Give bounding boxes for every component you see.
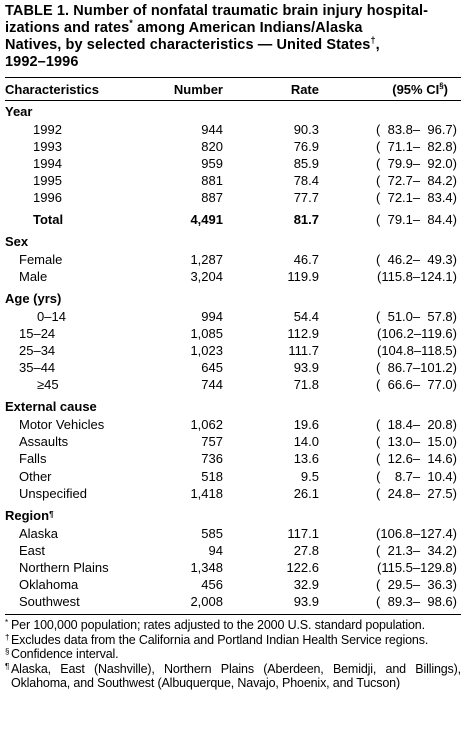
table-row: 1993 820 76.9 ( 71.1– 82.8) — [33, 139, 457, 155]
table-row: Other 518 9.5 ( 8.7– 10.4) — [19, 468, 457, 484]
footnote: § Confidence interval. — [5, 647, 119, 662]
section-region: Region ¶ — [5, 507, 54, 523]
footnote: † Excludes data from the California and Portland Indian Health Service regions. — [5, 632, 429, 647]
title-line-1: TABLE 1. Number of nonfatal traumatic brain injury hospital- — [5, 3, 429, 19]
section-sex: Sex — [5, 233, 29, 249]
bottom-rule — [5, 614, 461, 615]
table-row: Male 3,204 119.9 (115.8–124.1) — [19, 268, 457, 284]
table-row: Female 1,287 46.7 ( 46.2– 49.3) — [19, 251, 457, 267]
table-row: Falls 736 13.6 ( 12.6– 14.6) — [19, 451, 457, 467]
table-row: 1996 887 77.7 ( 72.1– 83.4) — [33, 190, 457, 206]
table-row: East 94 27.8 ( 21.3– 34.2) — [19, 542, 457, 558]
title-footnote-mark-2: † — [370, 35, 376, 46]
table-row: 1995 881 78.4 ( 72.7– 84.2) — [33, 173, 457, 189]
section-age: Age (yrs) — [5, 290, 62, 306]
header-characteristics: Characteristics — [5, 81, 99, 97]
section-year: Year — [5, 104, 33, 119]
header-number: Number — [173, 81, 223, 97]
table-header — [5, 78, 461, 100]
header-rate: Rate — [290, 81, 319, 97]
table-title — [5, 3, 461, 71]
title-line-4: 1992–1996 — [5, 54, 79, 70]
table-row: Oklahoma 456 32.9 ( 29.5– 36.3) — [19, 577, 457, 593]
title-line-2: izations and rates* among American Indians/Alaska — [5, 18, 363, 36]
table-row-total: Total 4,491 81.7 ( 79.1– 84.4) — [33, 211, 457, 227]
footnote: ¶ Alaska, East (Nashville), Northern Plains (Aberdeen, Bemidji, and Billings), Oklahoma, and Southwest (Albuquerque, Navajo, Phoenix, and Tucson) — [5, 661, 461, 691]
section-external-cause: External cause — [5, 399, 97, 415]
table-row: 15–24 1,085 112.9 (106.2–119.6) — [19, 325, 457, 341]
footnotes — [5, 618, 461, 691]
table-row: Southwest 2,008 93.9 ( 89.3– 98.6) — [19, 594, 457, 610]
table-row: 35–44 645 93.9 ( 86.7–101.2) — [19, 360, 457, 376]
table-row: Motor Vehicles 1,062 19.6 ( 18.4– 20.8) — [19, 417, 457, 433]
table-row: Northern Plains 1,348 122.6 (115.5–129.8) — [19, 559, 457, 575]
title-footnote-mark: * — [129, 18, 133, 29]
table-row: 1994 959 85.9 ( 79.9– 92.0) — [33, 156, 457, 172]
table-row: 0–14 994 54.4 ( 51.0– 57.8) — [37, 308, 457, 324]
table-page — [5, 0, 461, 691]
table-row: Alaska 585 117.1 (106.8–127.4) — [19, 525, 457, 541]
footnote: * Per 100,000 population; rates adjusted to the 2000 U.S. standard population. — [5, 618, 425, 633]
table-row: ≥45 744 71.8 ( 66.6– 77.0) — [37, 377, 457, 393]
table-row: Unspecified 1,418 26.1 ( 24.8– 27.5) — [19, 485, 457, 501]
table-row: Assaults 757 14.0 ( 13.0– 15.0) — [19, 434, 457, 450]
table-row: 25–34 1,023 111.7 (104.8–118.5) — [19, 342, 457, 358]
table-row: 1992 944 90.3 ( 83.8– 96.7) — [33, 122, 457, 138]
title-line-3: Natives, by selected characteristics — United States†, — [5, 35, 380, 53]
header-ci: (95% CI§) — [392, 81, 448, 97]
